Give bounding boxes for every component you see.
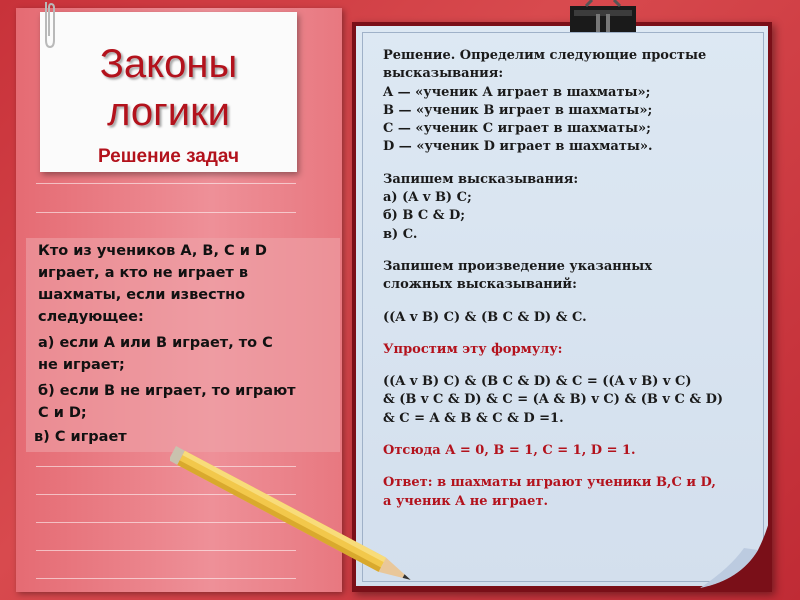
title-line-2: логики <box>107 90 230 134</box>
task-line: Кто из учеников A, B, C и D <box>38 243 267 259</box>
task-line: C и D; <box>38 405 87 421</box>
statement-item: б) B C & D; <box>383 208 466 224</box>
section-header: сложных высказываний: <box>383 277 577 293</box>
statement-item: в) C. <box>383 226 418 242</box>
section-header: Запишем высказывания: <box>383 171 579 187</box>
simplify-line: ((A v B) C) & (B C & D) & C = ((A v B) v C) <box>383 374 692 390</box>
task-line: не играет; <box>38 357 125 373</box>
answer-line: Ответ: в шахматы играют ученики B,C и D, <box>383 475 716 491</box>
ruled-line <box>36 183 296 184</box>
section-header: Запишем произведение указанных <box>383 258 653 274</box>
solution-line: Решение. Определим следующие простые <box>383 48 707 63</box>
task-line: играет, а кто не играет в <box>38 265 249 281</box>
simplify-line: & (B v C & D) & C = (A & B) v C) & (B v C & D) <box>383 392 724 408</box>
task-line: б) если B не играет, то играют <box>38 383 296 399</box>
task-line: в) C играет <box>34 429 127 445</box>
statement-line: C — «ученик C играет в шахматы»; <box>383 121 651 137</box>
solution-line: высказывания: <box>383 66 504 82</box>
statement-line: B — «ученик B играет в шахматы»; <box>383 102 653 118</box>
subtitle: Решение задач <box>97 146 240 167</box>
title-line-1: Законы <box>99 42 238 86</box>
result-line: Отсюда A = 0, B = 1, C = 1, D = 1. <box>383 443 636 459</box>
simplify-line: & C = A & B & C & D =1. <box>383 410 564 426</box>
binder-clip-icon <box>566 0 640 34</box>
statement-line: D — «ученик D играет в шахматы». <box>383 139 653 155</box>
answer-line: а ученик A не играет. <box>383 493 549 509</box>
task-line: шахматы, если известно <box>38 287 246 303</box>
task-line: а) если A или B играет, то C <box>38 335 273 351</box>
pencil-icon <box>170 440 450 590</box>
task-text <box>38 240 338 426</box>
section-header: Упростим эту формулу: <box>383 341 563 357</box>
ruled-line <box>36 212 296 213</box>
title-card <box>40 12 297 172</box>
paperclip-icon <box>40 0 60 50</box>
product-formula: ((A v B) C) & (B C & D) & C. <box>383 309 587 325</box>
statement-item: а) (A v B) C; <box>383 190 472 206</box>
page-curl-icon <box>700 510 772 588</box>
task-line: следующее: <box>38 309 144 325</box>
statement-line: A — «ученик A играет в шахматы»; <box>383 84 651 100</box>
